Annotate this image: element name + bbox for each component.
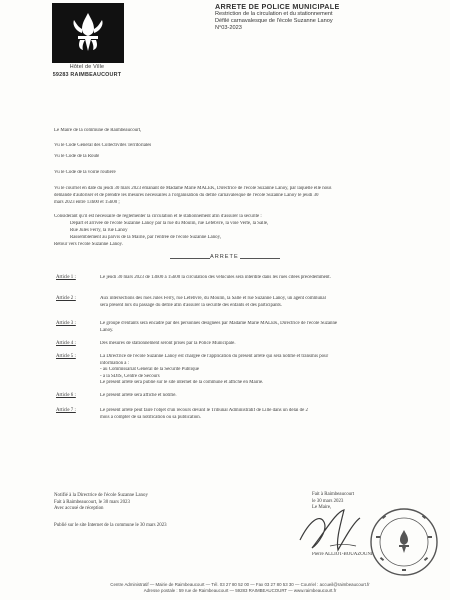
decree-title: ARRETE DE POLICE MUNICIPALE [215,2,340,11]
article-line: Le jeudi 30 mars 2023 de 13h00 à 15h00 la circulation des véhicules sera interdite dans les rues citées précédemment. [100,275,331,280]
article-label: Article 1 : [56,275,76,280]
article-text [100,354,430,387]
route-bullet: Retour vers l'école Suzanne Lanoy. [54,242,123,247]
route-bullet: Départ et arrivée de l'école Suzanne Lanoy par la rue du Moulin, rue Lefebvre, la voie Verte, la Salle, [70,221,269,226]
footer-line: Centre Administratif — Mairie de Raimbeaucourt — Tél. 03 27 80 52 00 — Fax 03 27 80 53 30 — Courriel : accueil@raimbeaucourt.fr [110,582,370,587]
intro-vu-line: Vu le courriel en date du jeudi 30 mars 2023 émanant de Madame Marie MALEK, Directrice de l'école Suzanne Lanoy, par laquelle elle nous [54,186,332,191]
intro-considerant: Considérant qu'il est nécessaire de réglementer la circulation et le stationnement afin d'assurer la sécurité : [54,214,262,219]
route-bullet: Rue Jules Ferry, la rue Lanoy [70,228,128,233]
heading-rule-left [170,258,210,259]
footer-line: Adresse postale : 59 rue de Raimbeaucourt — 59283 RAIMBEAUCOURT — www.raimbeaucourt.fr [143,588,337,593]
decree-subtitle-2: Défilé carnavalesque de l'école Suzanne Lanoy [215,18,333,24]
handwritten-signature [290,500,375,562]
article-line: Aux intersections des rues Jules Ferry, rue Lefebvre, du Moulin, la Salle et rue Suzanne Lanoy, un agent communal [100,296,326,301]
article-line: Lanoy. [100,327,114,333]
article-text [100,275,430,282]
article-line: Le présent arrêté peut faire l'objet d'un recours devant le Tribunal Administratif de Lille dans un délai de 2 [100,408,308,413]
decree-title-block [215,2,430,32]
article-line: La Directrice de l'école Suzanne Lanoy est chargée de l'application du présent arrêté qui sera notifié et transmis pour [100,354,329,359]
article-label: Article 3 : [56,321,76,326]
mayor-name: Pierre ALLIOT-BOUAZOUNI [312,552,373,557]
article-line: Le présent arrêté sera affiché et notifié. [100,393,177,398]
article-line: sera présent lors du passage du défilé afin d'assurer la sécurité des enfants et des participants. [100,302,283,308]
article-line: mois à compter de sa notification ou sa publication. [100,414,201,420]
article-text [100,393,430,400]
signature-title: Le Maire, [312,505,332,511]
article-text [100,408,430,421]
intro-mayor: Le Maire de la commune de Raimbeaucourt, [54,128,142,133]
town-address [40,64,134,79]
article-line: Le groupe d'enfants sera encadré par des personnes désignées par Madame Marie MALEK, Directrice de l'école Suzanne [100,321,338,326]
publication-note: Publié sur le site Internet de la commune le 30 mars 2023 [54,523,167,528]
article-line: Le présent arrêté sera publié sur le site internet de la commune et affiché en Mairie. [100,380,264,386]
intro-code-1: Vu le Code Général des Collectivités Territoriales [54,143,152,148]
notification-line: Notifié à la Directrice de l'école Suzanne Lanoy [54,493,148,498]
notification-line: Fait à Raimbeaucourt, le 30 mars 2023 [54,499,130,505]
article-line: information à : [100,360,130,366]
route-bullet: Rassemblement au parvis de la Mairie, par l'entrée de l'école Suzanne Lanoy, [70,235,221,240]
official-stamp [368,506,440,578]
intro-vu-line: mars 2023 entre 13h00 et 15h00 ; [54,200,120,205]
article-text [100,341,430,348]
signature-date: le 30 mars 2023 [312,498,344,504]
heading-rule-right [240,258,280,259]
article-label: Article 4 : [56,341,76,346]
town-hall-label: Hôtel de Ville [69,64,105,70]
signature-place: Fait à Raimbeaucourt [312,492,355,497]
decree-subtitle-1: Restriction de la circulation et du stationnement [215,11,333,17]
article-label: Article 6 : [56,393,76,398]
intro-vu-line: demande d'autoriser et de prendre les mesures nécessaires à l'organisation du défilé carnavalesque de l'école Suzanne Lanoy le jeudi 30 [54,193,319,198]
notification-line: Avec accusé de réception [54,506,104,512]
article-label: Article 2 : [56,296,76,301]
town-name: 59283 RAIMBEAUCOURT [52,71,122,78]
article-text [100,321,430,334]
municipal-logo [52,3,124,63]
article-label: Article 7 : [56,408,76,413]
notification-block [54,493,148,513]
decree-reference: N°03-2023 [215,25,242,31]
article-line: - à la SDIS, Centre de Secours [100,373,160,379]
article-line: - au Commissariat Général de la Sécurité Publique [100,367,200,373]
article-label: Article 5 : [56,354,76,359]
page-footer [60,582,420,594]
article-line: Des mesures de stationnement seront prises par la Police Municipale. [100,341,236,346]
arrete-heading: ARRETE [210,254,239,260]
article-text [100,296,430,309]
intro-code-3: Vu le Code de la voirie routière [54,170,116,175]
intro-code-2: Vu le Code de la Route [54,154,100,159]
